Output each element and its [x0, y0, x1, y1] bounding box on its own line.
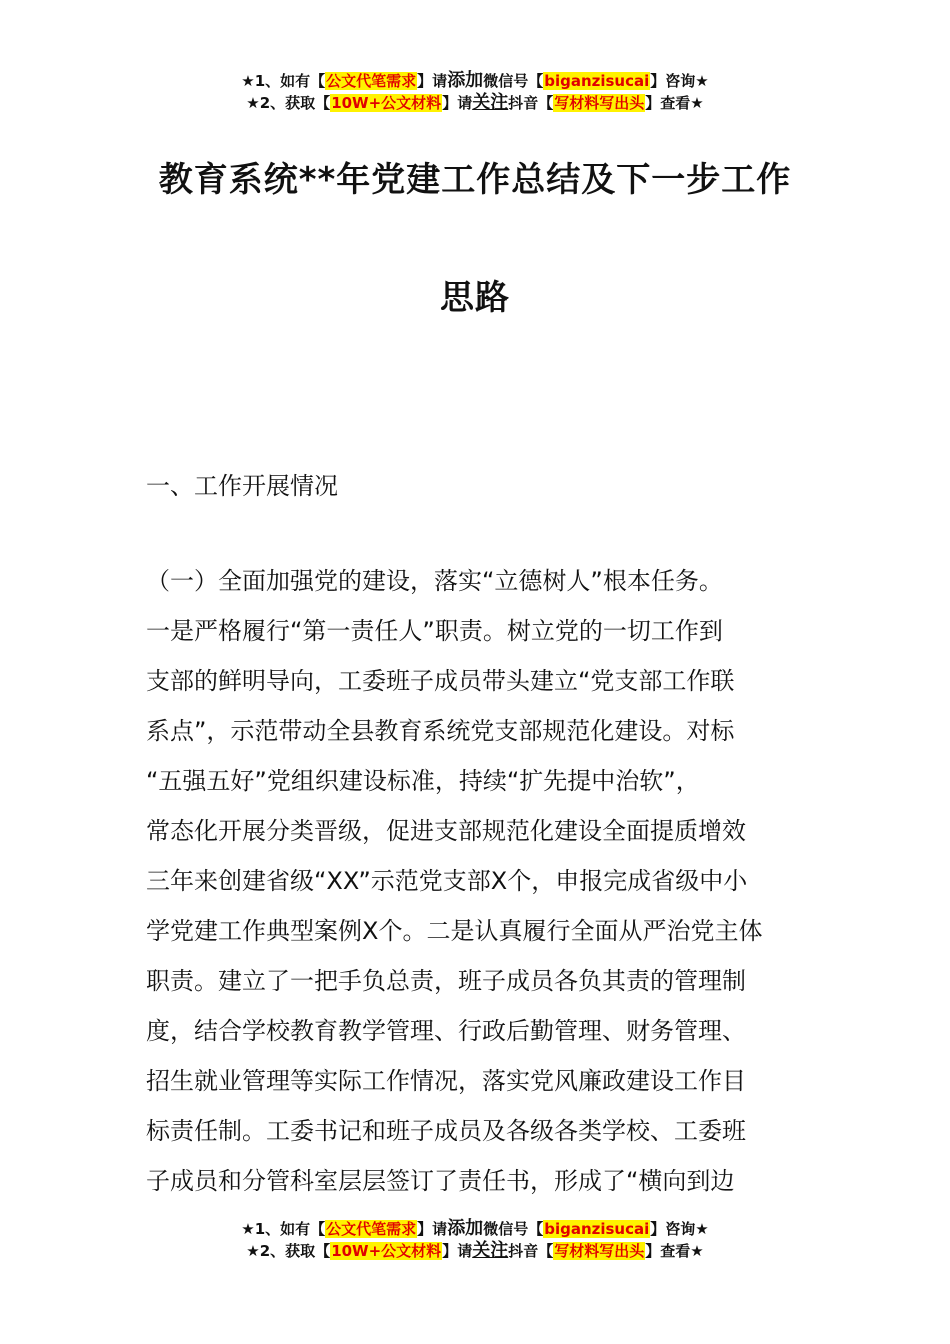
- highlight-text: 公文代笔需求: [326, 1220, 417, 1238]
- highlight-text: 10W+公文材料: [331, 94, 442, 112]
- banner-text: 抖音【: [508, 94, 554, 112]
- banner-text: ★1、如有【: [241, 1220, 326, 1238]
- body-line: 支部的鲜明导向，工委班子成员带头建立“党支部工作联: [146, 667, 735, 695]
- body-line: 一是严格履行“第一责任人”职责。树立党的一切工作到: [146, 617, 723, 645]
- highlight-text: 写材料写出头: [554, 1242, 645, 1260]
- banner-text: 】请: [417, 1220, 448, 1238]
- emphasis-text: 添加: [447, 70, 484, 91]
- body-line: 标责任制。工委书记和班子成员及各级各类学校、工委班: [146, 1117, 746, 1145]
- body-line: 职责。建立了一把手负总责，班子成员各负其责的管理制: [146, 967, 746, 995]
- banner-text: 微信号【: [483, 1220, 544, 1238]
- banner-line-2: [0, 1240, 950, 1262]
- emphasis-text: 关注: [472, 92, 509, 113]
- body-line: 子成员和分管科室层层签订了责任书，形成了“横向到边: [146, 1167, 735, 1195]
- banner-line-2: [0, 92, 950, 114]
- emphasis-text: 关注: [472, 1240, 509, 1261]
- body-line: （一）全面加强党的建设，落实“立德树人”根本任务。: [146, 567, 723, 595]
- body-line: 常态化开展分类晋级，促进支部规范化建设全面提质增效: [146, 817, 746, 845]
- banner-text: 】查看★: [645, 94, 704, 112]
- highlight-text: biganzisucai: [544, 72, 650, 90]
- banner-line-1: [0, 70, 950, 92]
- banner-text: ★1、如有【: [241, 72, 326, 90]
- highlight-text: 公文代笔需求: [326, 72, 417, 90]
- body-line: 三年来创建省级“XX”示范党支部X个，申报完成省级中小: [146, 867, 748, 895]
- promo-banner-bottom: [0, 1218, 950, 1262]
- highlight-text: 写材料写出头: [554, 94, 645, 112]
- banner-text: 】请: [442, 1242, 473, 1260]
- body-line: 学党建工作典型案例X个。二是认真履行全面从严治党主体: [146, 917, 763, 945]
- banner-text: 】查看★: [645, 1242, 704, 1260]
- body-line: 度，结合学校教育教学管理、行政后勤管理、财务管理、: [146, 1017, 746, 1045]
- banner-text: 】请: [442, 94, 473, 112]
- document-title-line-2: 思路: [440, 278, 510, 318]
- banner-text: 】咨询★: [650, 1220, 709, 1238]
- promo-banner-top: [0, 70, 950, 114]
- banner-line-1: [0, 1218, 950, 1240]
- document-title-line-1: 教育系统**年党建工作总结及下一步工作: [158, 160, 792, 200]
- banner-text: ★2、获取【: [246, 94, 331, 112]
- banner-text: 】请: [417, 72, 448, 90]
- body-line: 招生就业管理等实际工作情况，落实党风廉政建设工作目: [146, 1067, 746, 1095]
- highlight-text: biganzisucai: [544, 1220, 650, 1238]
- body-paragraph: [146, 556, 808, 1206]
- banner-text: 】咨询★: [650, 72, 709, 90]
- banner-text: 微信号【: [483, 72, 544, 90]
- body-line: “五强五好”党组织建设标准，持续“扩先提中治软”，: [146, 767, 700, 795]
- banner-text: ★2、获取【: [246, 1242, 331, 1260]
- body-line: 系点”，示范带动全县教育系统党支部规范化建设。对标: [146, 717, 735, 745]
- section-heading: 一、工作开展情况: [146, 472, 338, 500]
- banner-text: 抖音【: [508, 1242, 554, 1260]
- emphasis-text: 添加: [447, 1218, 484, 1239]
- highlight-text: 10W+公文材料: [331, 1242, 442, 1260]
